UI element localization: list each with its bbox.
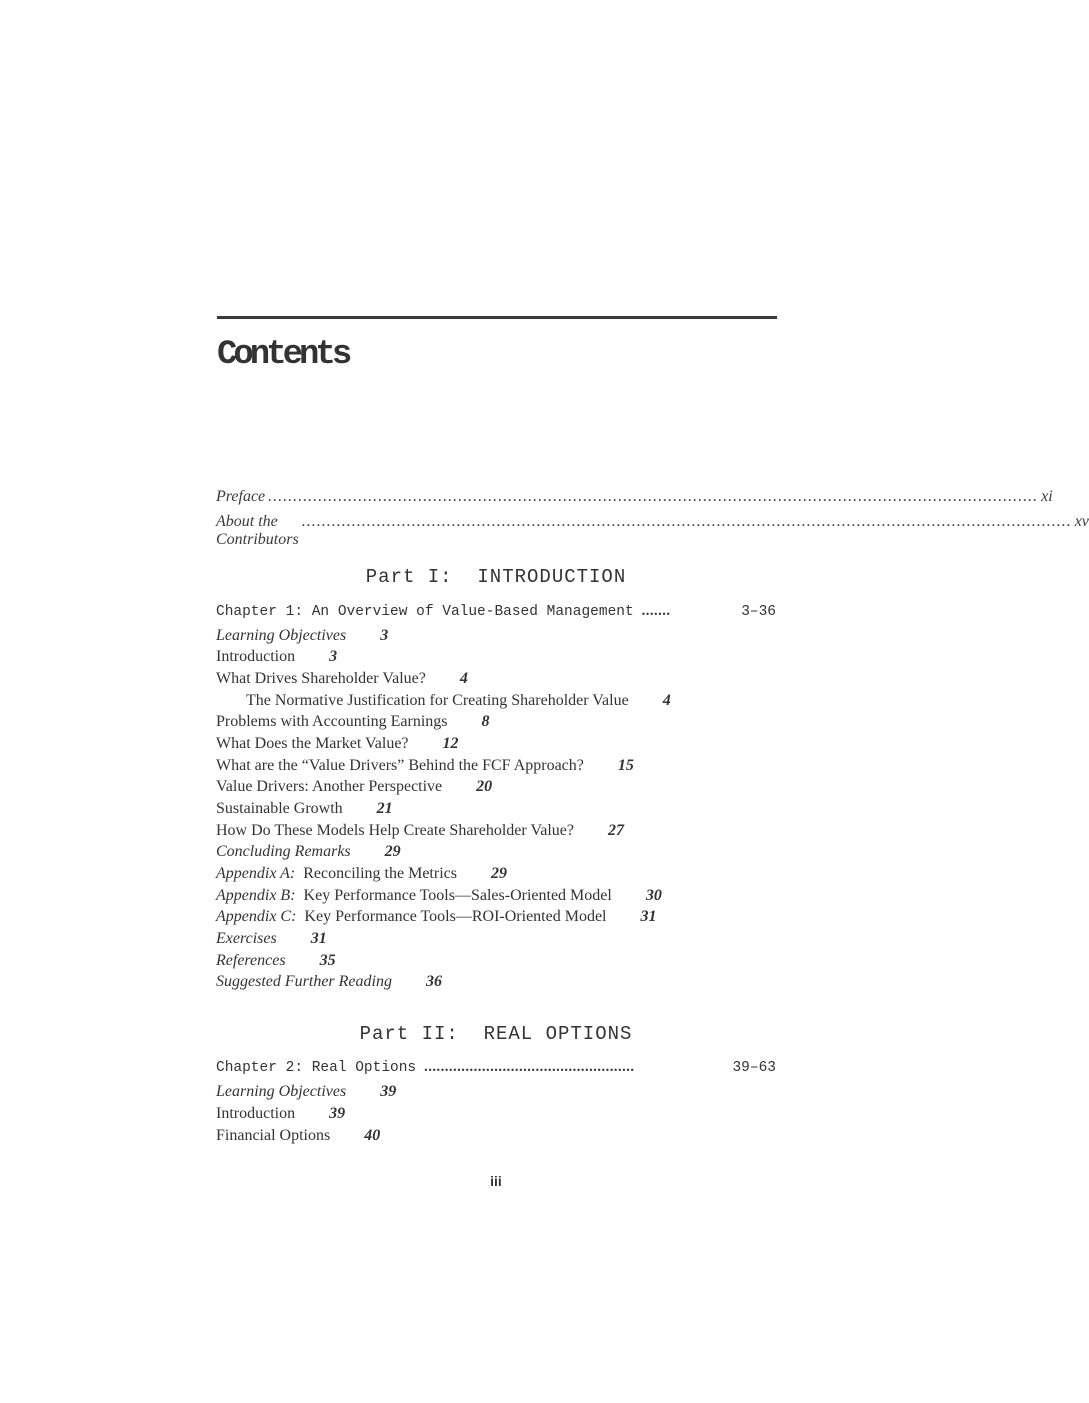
entry-page: 31	[310, 930, 327, 947]
part-title: REAL OPTIONS	[483, 1023, 633, 1045]
entry-page: 27	[607, 822, 624, 839]
toc-entry[interactable]	[216, 1083, 396, 1101]
page-number: iii	[490, 1173, 502, 1189]
part-label: Part II:	[359, 1023, 459, 1045]
toc-entry[interactable]	[216, 800, 393, 818]
entry-page: 4	[459, 670, 468, 687]
entry-page: 40	[364, 1127, 381, 1144]
toc-chapter[interactable]	[216, 603, 776, 620]
toc-page: xv	[1074, 513, 1089, 530]
part-heading	[216, 566, 776, 588]
entry-label: Learning Objectives	[216, 1083, 347, 1100]
chapter-pages: 39–63	[732, 1060, 776, 1076]
entry-page: 15	[617, 757, 634, 774]
toc-appendix-b[interactable]	[216, 887, 662, 905]
toc-about-contributors[interactable]	[216, 513, 1089, 549]
entry-label: Exercises	[216, 930, 277, 947]
entry-page: 30	[645, 887, 662, 904]
entry-page: 36	[425, 973, 442, 990]
toc-entry[interactable]	[216, 627, 388, 645]
toc-entry[interactable]	[216, 778, 492, 796]
chapter-pages: 3–36	[741, 604, 776, 620]
entry-label: Financial Options	[216, 1127, 331, 1144]
toc-appendix-a[interactable]	[216, 865, 507, 883]
toc-entry[interactable]	[216, 670, 468, 688]
toc-entry[interactable]	[216, 822, 624, 840]
entry-label: Suggested Further Reading	[216, 973, 392, 990]
toc-entry[interactable]	[216, 648, 337, 666]
entry-page: 29	[490, 865, 507, 882]
entry-label: How Do These Models Help Create Shareholder Value?	[216, 822, 574, 839]
entry-page: 8	[481, 713, 490, 730]
entry-page: 3	[380, 627, 389, 644]
entry-page: 21	[376, 800, 393, 817]
part-heading	[216, 1023, 776, 1045]
dot-leader: ..........................................................................................................................................................	[301, 513, 1072, 530]
toc-entry[interactable]	[216, 1127, 380, 1145]
entry-label: Learning Objectives	[216, 627, 347, 644]
entry-label: Key Performance Tools—Sales-Oriented Model	[303, 887, 612, 904]
title-rule	[217, 316, 777, 319]
dot-leader: ..........................................................................................................................................................	[268, 488, 1039, 505]
entry-page: 20	[476, 778, 493, 795]
entry-label: Value Drivers: Another Perspective	[216, 778, 443, 795]
entry-label: Concluding Remarks	[216, 843, 351, 860]
toc-preface[interactable]	[216, 488, 1053, 506]
entry-label: Reconciling the Metrics	[303, 865, 457, 882]
toc-label: About the Contributors	[216, 513, 299, 548]
appendix-prefix: Appendix B:	[216, 887, 296, 904]
entry-page: 29	[384, 843, 401, 860]
entry-page: 39	[380, 1083, 397, 1100]
toc-subentry[interactable]	[246, 692, 671, 710]
toc-entry[interactable]	[216, 735, 459, 753]
entry-label: The Normative Justification for Creating Shareholder Value	[246, 692, 629, 709]
toc-entry[interactable]	[216, 952, 336, 970]
chapter-label: Chapter 2: Real Options	[216, 1060, 417, 1076]
page-title: Contents	[217, 336, 349, 374]
toc-appendix-c[interactable]	[216, 908, 656, 926]
entry-label: Key Performance Tools—ROI-Oriented Model	[304, 908, 607, 925]
entry-label: Introduction	[216, 648, 296, 665]
chapter-label: Chapter 1: An Overview of Value-Based Management	[216, 604, 634, 620]
appendix-prefix: Appendix A:	[216, 865, 296, 882]
entry-page: 31	[640, 908, 657, 925]
toc-label: Preface	[216, 488, 266, 505]
entry-page: 39	[329, 1105, 346, 1122]
entry-label: References	[216, 952, 286, 969]
toc-entry[interactable]	[216, 757, 634, 775]
toc-page: xi	[1041, 488, 1053, 505]
dot-leader: ...................................................	[424, 1059, 635, 1075]
part-title: INTRODUCTION	[477, 566, 627, 588]
toc-entry[interactable]	[216, 930, 327, 948]
entry-label: What Drives Shareholder Value?	[216, 670, 426, 687]
toc-entry[interactable]	[216, 1105, 345, 1123]
entry-page: 3	[329, 648, 338, 665]
dot-leader: .......	[641, 603, 671, 619]
entry-label: Problems with Accounting Earnings	[216, 713, 448, 730]
toc-entry[interactable]	[216, 713, 490, 731]
entry-label: What are the “Value Drivers” Behind the FCF Approach?	[216, 757, 584, 774]
entry-label: Introduction	[216, 1105, 296, 1122]
entry-page: 35	[319, 952, 336, 969]
toc-entry[interactable]	[216, 973, 442, 991]
appendix-prefix: Appendix C:	[216, 908, 297, 925]
entry-page: 12	[442, 735, 459, 752]
entry-page: 4	[662, 692, 671, 709]
toc-entry[interactable]	[216, 843, 401, 861]
entry-label: Sustainable Growth	[216, 800, 343, 817]
part-label: Part I:	[365, 566, 453, 588]
entry-label: What Does the Market Value?	[216, 735, 409, 752]
toc-chapter[interactable]	[216, 1059, 776, 1076]
